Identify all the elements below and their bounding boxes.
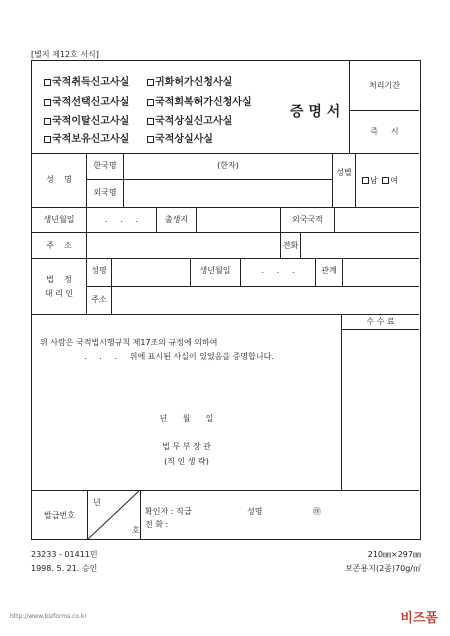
- checkbox[interactable]: [147, 99, 154, 106]
- divider: [341, 314, 342, 490]
- birth-placeholder: . . .: [104, 215, 139, 224]
- bizforms-logo: 비즈폼: [400, 611, 438, 626]
- seal-mark: ㊞: [313, 507, 321, 516]
- checkbox[interactable]: [147, 118, 154, 125]
- agent-label: 법 정 대 리 인: [44, 275, 74, 298]
- divider: [32, 207, 419, 208]
- divider: [86, 232, 87, 258]
- foreign-nationality-label: 외국국적: [292, 215, 323, 224]
- phone-label: 전화: [282, 241, 299, 250]
- agent-birth-label: 생년월일: [199, 266, 231, 275]
- confirmer-phone: 전 화 :: [145, 520, 169, 529]
- divider: [332, 153, 333, 207]
- agent-name-label: 성명: [91, 266, 107, 275]
- divider: [86, 286, 419, 287]
- form-ref: [별지 제12호 서식]: [31, 50, 99, 59]
- agent-birth-placeholder: . . .: [261, 266, 295, 275]
- option-restoration[interactable]: 국적회복허가신청사실: [147, 98, 252, 108]
- issuer-title: 법 무 부 장 관: [162, 442, 211, 451]
- divider: [32, 153, 419, 154]
- divider: [32, 314, 419, 315]
- fee-label: 수 수 료: [366, 317, 395, 326]
- paper-spec: 보존용지(2종)70g/㎡: [345, 564, 421, 573]
- divider: [196, 207, 197, 232]
- gender-options[interactable]: 남 여: [362, 177, 398, 185]
- certificate-form: [31, 60, 421, 540]
- option-naturalization[interactable]: 귀화허가신청사실: [147, 78, 232, 88]
- agent-address-label: 주소: [91, 295, 107, 304]
- agent-relation-label: 관계: [321, 266, 337, 275]
- divider: [140, 490, 141, 540]
- form-code: 23233 - 01411민: [31, 550, 98, 559]
- option-selection[interactable]: 국적선택신고사실: [44, 98, 129, 108]
- issue-date: 년 월 일: [159, 414, 214, 423]
- hanja-label: (한자): [217, 161, 239, 170]
- option-renunciation[interactable]: 국적이탈신고사실: [44, 117, 129, 127]
- checkbox[interactable]: [44, 79, 51, 86]
- checkbox[interactable]: [44, 136, 51, 143]
- divider: [300, 232, 301, 258]
- processing-value: 즉 시: [370, 127, 399, 136]
- name-label: 성 명: [46, 175, 72, 184]
- divider: [32, 258, 419, 259]
- issue-number-label: 발급번호: [44, 511, 75, 520]
- option-retention[interactable]: 국적보유신고사실: [44, 135, 129, 145]
- issue-ho-label: 호: [132, 526, 140, 535]
- option-loss-report[interactable]: 국적상실신고사실: [147, 117, 232, 127]
- checkbox[interactable]: [44, 99, 51, 106]
- approval-date: 1998. 5. 21. 승인: [31, 564, 98, 573]
- option-loss[interactable]: 국적상실사실: [147, 135, 213, 145]
- seal-omitted: (직 인 생 략): [164, 457, 209, 466]
- statement-line2: . . . 위에 표시된 사실이 있었음을 증명합니다.: [84, 352, 274, 361]
- gender-label: 성별: [336, 168, 352, 177]
- address-label: 주 소: [46, 241, 72, 250]
- divider: [111, 258, 112, 314]
- source-url[interactable]: http://www.bizforms.co.kr: [10, 613, 87, 620]
- checkbox[interactable]: [147, 136, 154, 143]
- divider: [32, 232, 419, 233]
- foreign-name-label: 외국명: [93, 188, 117, 197]
- checkbox-male[interactable]: [362, 177, 369, 184]
- divider: [341, 329, 419, 330]
- option-acquisition[interactable]: 국적취득신고사실: [44, 78, 129, 88]
- checkbox[interactable]: [147, 79, 154, 86]
- divider: [342, 258, 343, 286]
- birthplace-label: 출생지: [164, 215, 189, 224]
- statement-line1: 위 사람은 국적법시행규칙 제17조의 규정에 의하여: [40, 338, 218, 347]
- korean-name-label: 한국명: [93, 161, 117, 170]
- processing-label: 처리기간: [369, 81, 400, 90]
- checkbox[interactable]: [44, 118, 51, 125]
- issue-year-label: 년: [93, 498, 101, 507]
- divider: [355, 153, 356, 207]
- birth-label: 생년월일: [43, 215, 75, 224]
- doc-title: 증 명 서: [290, 104, 341, 120]
- divider: [349, 110, 419, 111]
- checkbox-female[interactable]: [382, 177, 389, 184]
- confirmer-name-label: 성명: [247, 507, 263, 516]
- paper-size: 210㎜×297㎜: [367, 550, 421, 559]
- divider: [349, 61, 350, 153]
- confirmer-rank: 확인자 : 직급: [145, 507, 192, 516]
- divider: [334, 207, 335, 232]
